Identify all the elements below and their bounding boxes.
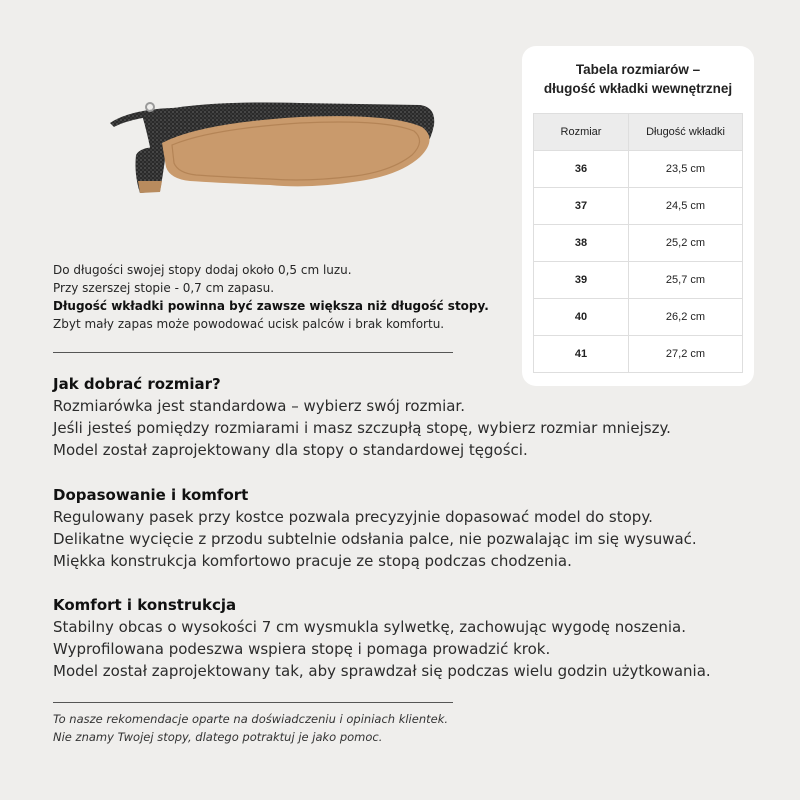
size-chart-card: [522, 46, 754, 386]
section-line: Delikatne wycięcie z przodu subtelnie odsłania palce, nie pozwalając im się wysuwać.: [53, 530, 697, 548]
section-heading: Komfort i konstrukcja: [53, 596, 237, 614]
table-row: [534, 188, 743, 225]
tip-line: Do długości swojej stopy dodaj około 0,5 cm luzu.: [53, 263, 352, 277]
length-cell: 25,2 cm: [629, 225, 743, 262]
section-comfort-and-construction: [53, 594, 711, 682]
table-row: [534, 262, 743, 299]
table-row: [534, 336, 743, 373]
divider: [53, 702, 453, 703]
size-cell: 36: [534, 151, 629, 188]
size-table: [533, 113, 743, 373]
size-cell: 37: [534, 188, 629, 225]
section-line: Stabilny obcas o wysokości 7 cm wysmukla sylwetkę, zachowując wygodę noszenia.: [53, 618, 686, 636]
size-chart-title-line2: długość wkładki wewnętrznej: [543, 81, 733, 96]
section-line: Miękka konstrukcja komfortowo pracuje ze stopą podczas chodzenia.: [53, 552, 572, 570]
section-line: Model został zaprojektowany dla stopy o standardowej tęgości.: [53, 441, 528, 459]
size-chart-title: [522, 60, 754, 98]
length-cell: 27,2 cm: [629, 336, 743, 373]
length-cell: 26,2 cm: [629, 299, 743, 336]
length-cell: 23,5 cm: [629, 151, 743, 188]
footnote-line: Nie znamy Twojej stopy, dlatego potraktuj je jako pomoc.: [53, 730, 383, 744]
shoe-sole-image: [100, 95, 440, 205]
size-cell: 38: [534, 225, 629, 262]
section-line: Regulowany pasek przy kostce pozwala precyzyjnie dopasować model do stopy.: [53, 508, 653, 526]
fit-tips: [53, 261, 489, 333]
column-header-size: Rozmiar: [534, 114, 629, 151]
footnote-line: To nasze rekomendacje oparte na doświadczeniu i opiniach klientek.: [53, 712, 449, 726]
section-heading: Dopasowanie i komfort: [53, 486, 249, 504]
size-table-header-row: [534, 114, 743, 151]
section-how-to-choose-size: [53, 373, 671, 461]
section-line: Wyprofilowana podeszwa wspiera stopę i pomaga prowadzić krok.: [53, 640, 551, 658]
size-cell: 40: [534, 299, 629, 336]
section-line: Jeśli jesteś pomiędzy rozmiarami i masz szczupłą stopę, wybierz rozmiar mniejszy.: [53, 419, 671, 437]
size-cell: 41: [534, 336, 629, 373]
table-row: [534, 299, 743, 336]
tip-line: Przy szerszej stopie - 0,7 cm zapasu.: [53, 281, 275, 295]
table-row: [534, 225, 743, 262]
size-cell: 39: [534, 262, 629, 299]
section-line: Rozmiarówka jest standardowa – wybierz swój rozmiar.: [53, 397, 465, 415]
size-chart-title-line1: Tabela rozmiarów –: [575, 62, 701, 77]
length-cell: 24,5 cm: [629, 188, 743, 225]
length-cell: 25,7 cm: [629, 262, 743, 299]
tip-line: Zbyt mały zapas może powodować ucisk palców i brak komfortu.: [53, 317, 445, 331]
tip-line-emphasis: Długość wkładki powinna być zawsze większa niż długość stopy.: [53, 299, 489, 313]
section-heading: Jak dobrać rozmiar?: [53, 375, 221, 393]
column-header-length: Długość wkładki: [629, 114, 743, 151]
divider: [53, 352, 453, 353]
section-line: Model został zaprojektowany tak, aby sprawdzał się podczas wielu godzin użytkowania.: [53, 662, 711, 680]
section-fit-and-comfort: [53, 484, 697, 572]
footnote: [53, 710, 448, 746]
table-row: [534, 151, 743, 188]
